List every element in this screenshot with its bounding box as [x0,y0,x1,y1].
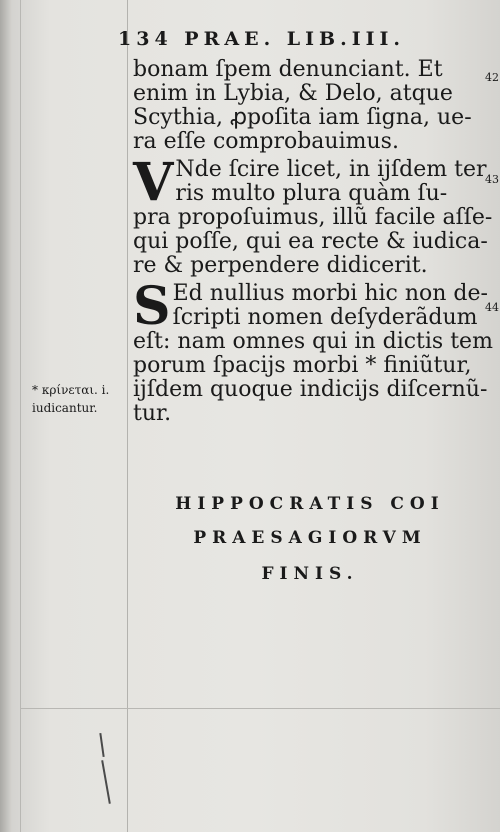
text-line: enim in Lybia, & Delo, atque [133,81,453,106]
running-header: 134 PRAE. LIB.III. [118,28,406,50]
text-line: re & perpendere didicerit. [133,253,428,278]
main-text-block [133,57,499,426]
paragraph-3 [133,276,499,426]
text-line: tur. [133,401,172,426]
marginal-number: 43 [485,173,499,186]
page-gutter-edge [0,0,12,832]
marginal-number: 42 [485,71,499,84]
paragraph-2 [133,152,499,278]
drop-cap: V [133,152,174,213]
paragraph-1 [133,57,499,154]
text-line: ris multo plura quàm ſu- [175,181,448,206]
text-line: ra eſſe comprobauimus. [133,129,399,154]
colophon-line-1: HIPPOCRATIS COI [175,494,445,514]
text-line: eſt: nam omnes qui in dictis tem [133,329,493,354]
marginal-number: 44 [485,301,499,314]
margin-rule-bottom [20,708,500,709]
drop-cap: S [133,276,171,337]
colophon-line-2: PRAESAGIORVM [193,528,427,548]
pencil-mark [101,760,111,804]
text-line: ſcripti nomen deſyderãdum [172,305,478,330]
text-line: porum ſpacijs morbi * finiũtur, [133,353,472,378]
margin-gloss [32,381,127,417]
text-line: bonam ſpem denunciant. Et [133,57,443,82]
text-line: ijſdem quoque indicijs diſcernũ- [133,377,488,402]
gloss-line-greek: * κρίνεται. i. [32,383,110,397]
gloss-line-latin: iudicantur. [32,401,98,415]
pencil-mark [99,733,104,757]
text-line: Ed nullius morbi hic non de- [172,281,488,306]
text-line: Nde ſcire licet, in ijſdem ter [175,157,487,182]
text-line: pra propoſuimus, illũ facile aſſe- [133,205,493,230]
text-line: Scythia, ꝓpoſita iam ſigna, ue- [133,105,472,130]
text-line: qui poſſe, qui ea recte & iudica- [133,229,488,254]
colophon-line-3: FINIS. [261,564,359,584]
